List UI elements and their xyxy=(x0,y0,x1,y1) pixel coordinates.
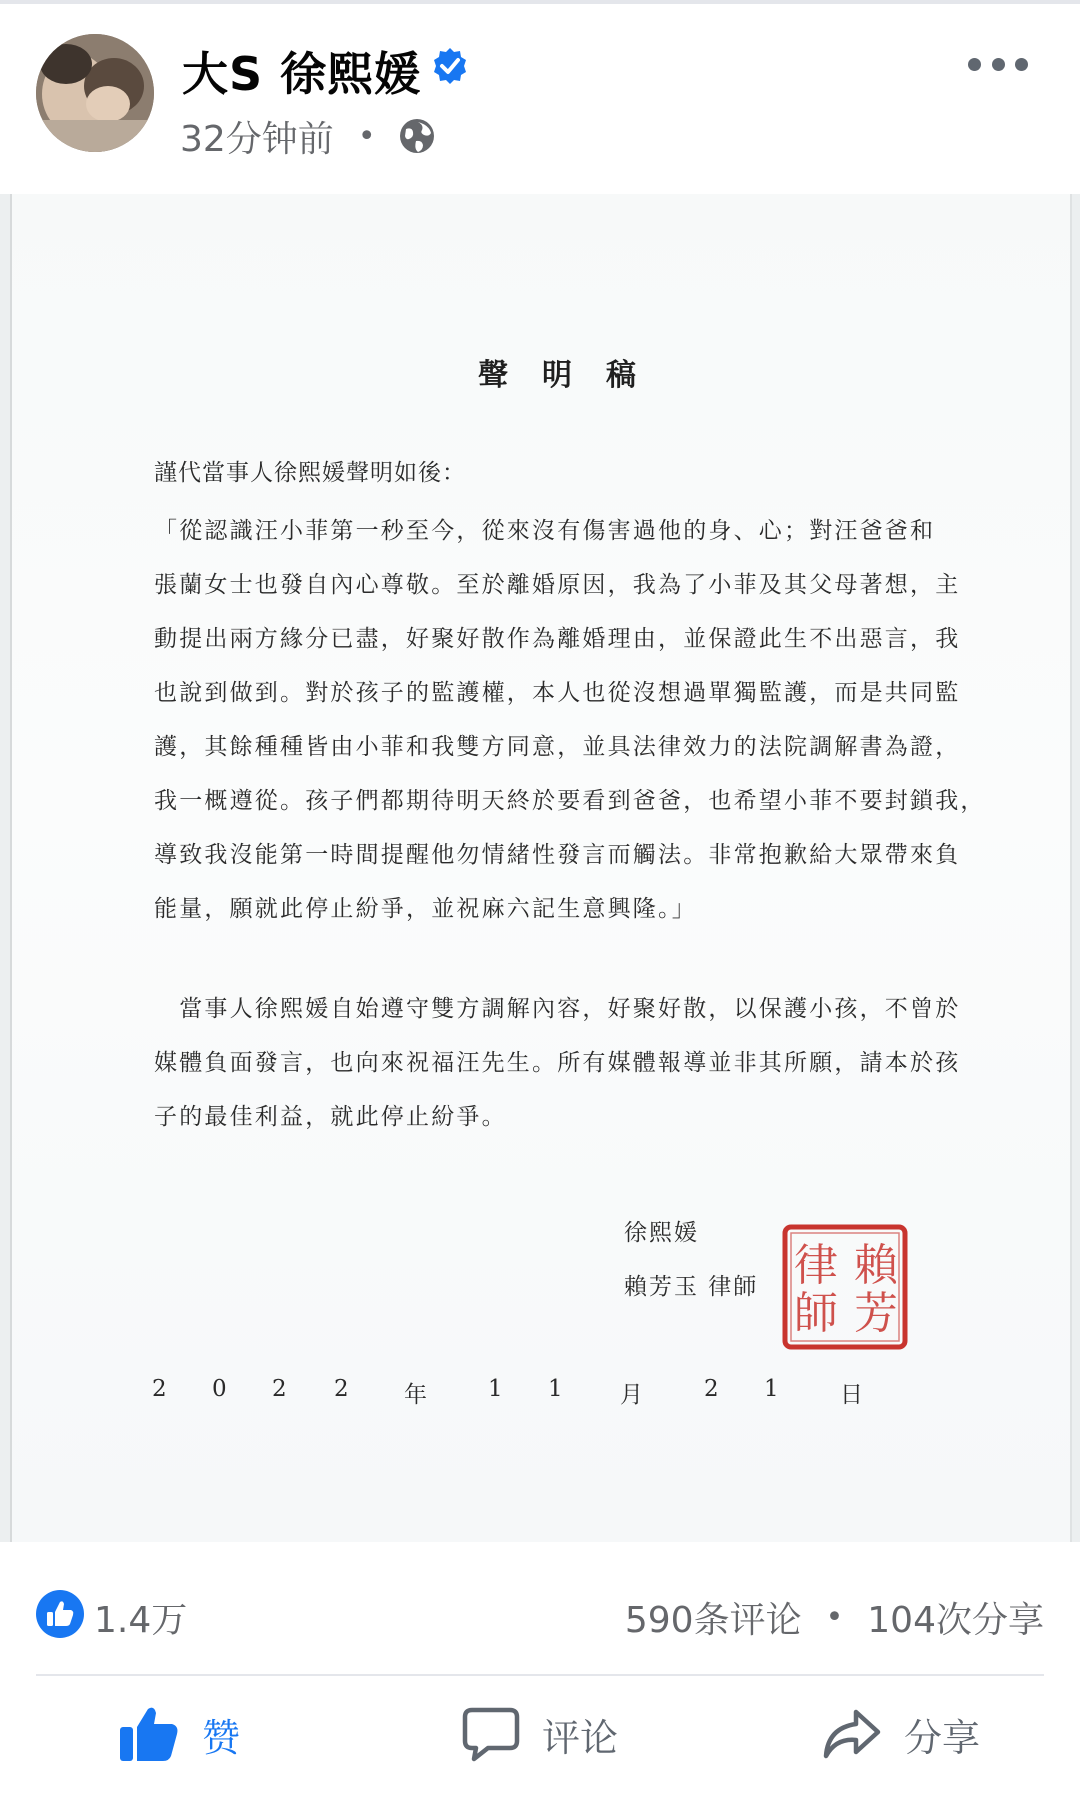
document-line: 護，其餘種種皆由小菲和我雙方同意，並具法律效力的法院調解書為證， xyxy=(154,734,961,760)
post-header xyxy=(0,4,1080,194)
document-date xyxy=(152,1376,964,1410)
post-image[interactable] xyxy=(0,194,1080,1542)
post-meta xyxy=(180,114,436,158)
svg-text:芳: 芳 xyxy=(854,1288,898,1339)
thumbs-up-icon xyxy=(118,1705,180,1763)
comment-bubble-icon xyxy=(462,1706,520,1762)
lawyer-seal-stamp xyxy=(782,1224,908,1350)
signature-lawyer: 賴芳玉 律師 xyxy=(624,1274,759,1300)
document-intro: 謹代當事人徐熙媛聲明如後： xyxy=(154,460,466,486)
more-dot xyxy=(1015,58,1028,71)
document-line: 媒體負面發言，也向來祝福汪先生。所有媒體報導並非其所願，請本於孩 xyxy=(154,1050,961,1076)
like-count[interactable]: 1.4万 xyxy=(94,1600,188,1641)
date-digit: 2 xyxy=(272,1376,287,1402)
author-name[interactable]: 大S 徐熙媛 xyxy=(182,47,422,101)
comment-count[interactable]: 590条评论 xyxy=(624,1600,802,1641)
date-digit: 0 xyxy=(212,1376,227,1402)
like-reaction-icon[interactable] xyxy=(36,1590,84,1638)
post-stats xyxy=(0,1542,1080,1676)
date-digit: 1 xyxy=(488,1376,503,1402)
more-dot xyxy=(968,58,981,71)
avatar-photo xyxy=(36,34,154,152)
like-button[interactable] xyxy=(118,1704,240,1764)
date-unit-day: 日 xyxy=(840,1382,863,1408)
globe-icon[interactable] xyxy=(398,117,436,155)
document-line: 子的最佳利益，就此停止紛爭。 xyxy=(154,1104,507,1130)
document-line: 也說到做到。對於孩子的監護權，本人也從沒想過單獨監護，而是共同監 xyxy=(154,680,961,706)
document-line: 能量，願就此停止紛爭，並祝麻六記生意興隆。」 xyxy=(154,896,697,922)
comment-button-label: 评论 xyxy=(542,1715,619,1760)
separator-dot: • xyxy=(357,118,376,154)
comment-button[interactable] xyxy=(462,1704,618,1764)
date-unit-month: 月 xyxy=(620,1382,643,1408)
document-paragraph-2 xyxy=(154,982,974,1144)
date-digit: 2 xyxy=(152,1376,167,1402)
date-digit: 1 xyxy=(548,1376,563,1402)
author-avatar[interactable] xyxy=(36,34,154,152)
document-line: 我一概遵從。孩子們都期待明天終於要看到爸爸，也希望小菲不要封鎖我， xyxy=(154,788,986,814)
more-options-icon[interactable] xyxy=(968,44,1028,84)
share-button-label: 分享 xyxy=(904,1715,981,1760)
stats-right xyxy=(625,1592,1044,1643)
share-count[interactable]: 104次分享 xyxy=(867,1600,1044,1641)
svg-text:師: 師 xyxy=(794,1288,838,1339)
document-line: 當事人徐熙媛自始遵守雙方調解內容，好聚好散，以保護小孩，不曾於 xyxy=(154,996,961,1022)
date-unit-year: 年 xyxy=(404,1382,427,1408)
action-bar xyxy=(0,1676,1080,1796)
svg-text:賴: 賴 xyxy=(854,1240,898,1291)
post-timestamp[interactable]: 32分钟前 xyxy=(180,118,334,160)
statement-document xyxy=(10,194,1072,1542)
verified-badge-icon xyxy=(430,46,470,86)
like-button-label: 赞 xyxy=(202,1715,241,1760)
share-button[interactable] xyxy=(822,1704,980,1764)
document-line: 「從認識汪小菲第一秒至今，從來沒有傷害過他的身、心；對汪爸爸和 xyxy=(154,518,936,544)
separator-dot: • xyxy=(825,1600,844,1635)
date-digit: 2 xyxy=(334,1376,349,1402)
document-title: 聲明稿 xyxy=(478,358,670,393)
signature-name: 徐熙媛 xyxy=(624,1220,699,1246)
share-arrow-icon xyxy=(822,1708,882,1760)
document-line: 導致我沒能第一時間提醒他勿情緒性發言而觸法。非常抱歉給大眾帶來負 xyxy=(154,842,961,868)
document-paragraph-1 xyxy=(154,504,986,936)
svg-text:律: 律 xyxy=(794,1240,838,1291)
date-digit: 1 xyxy=(764,1376,779,1402)
document-line: 張蘭女士也發自內心尊敬。至於離婚原因，我為了小菲及其父母著想，主 xyxy=(154,572,961,598)
more-dot xyxy=(992,58,1005,71)
date-digit: 2 xyxy=(704,1376,719,1402)
document-line: 動提出兩方緣分已盡，好聚好散作為離婚理由，並保證此生不出惡言，我 xyxy=(154,626,961,652)
